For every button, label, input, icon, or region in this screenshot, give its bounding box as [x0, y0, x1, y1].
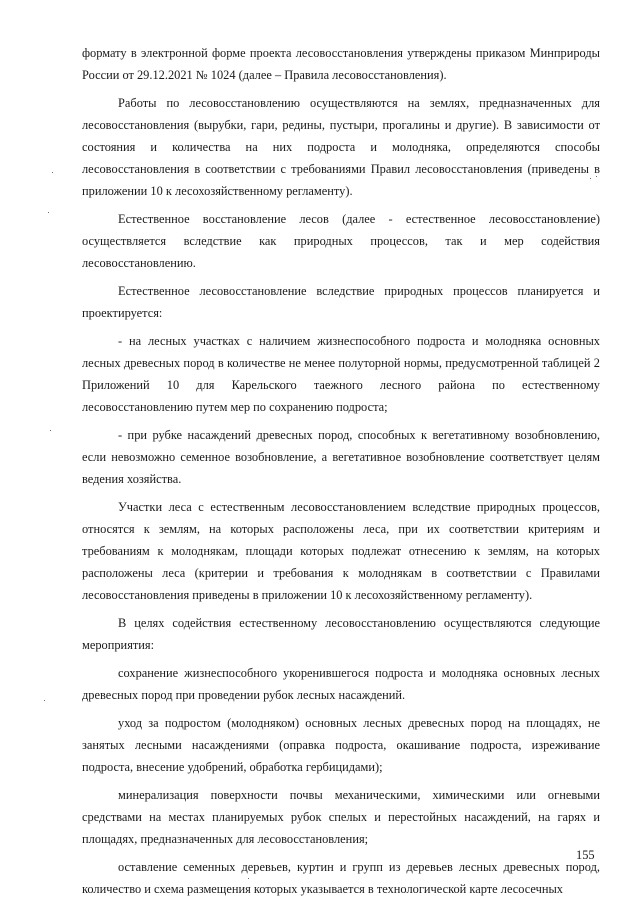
- scan-speck: [44, 700, 45, 701]
- paragraph-11-measure: минерализация поверхности почвы механическими, химическими или огневыми средствами на местах планируемых рубок спелых и перестойных насаждений, на гарях и площадях, предназначенных для лесовосстановления;: [82, 788, 600, 846]
- scan-speck: [248, 878, 249, 879]
- paragraph-4: Естественное лесовосстановление вследствие природных процессов планируется и проектируется:: [82, 284, 600, 320]
- paragraph-9-measure: сохранение жизнеспособного укоренившегося подроста и молодняка основных лесных древесных пород при проведении рубок лесных насаждений.: [82, 666, 600, 702]
- paragraph-8: В целях содействия естественному лесовосстановлению осуществляются следующие мероприятия:: [82, 616, 600, 652]
- paragraph-1: формату в электронной форме проекта лесовосстановления утверждены приказом Минприроды России от 29.12.2021 № 1024 (далее – Правила лесовосстановления).: [82, 46, 600, 82]
- paragraph-10-measure: уход за подростом (молодняком) основных лесных древесных пород на площадях, не занятых лесными насаждениями (оправка подроста, окашивание подроста, изреживание подроста, внесение удобрений, обработка гербицидами);: [82, 716, 600, 774]
- page-number: 155: [576, 848, 595, 862]
- scan-speck: [48, 212, 49, 213]
- paragraph-12-measure: оставление семенных деревьев, куртин и групп из деревьев лесных древесных пород, количество и схема размещения которых указывается в технологической карте лесосечных: [82, 860, 600, 896]
- paragraph-2: Работы по лесовосстановлению осуществляются на землях, предназначенных для лесовосстановления (вырубки, гари, редины, пустыри, прогалины и другие). В зависимости от состояния и количества на них подроста и молодняка, определяются способы лесовосстановления в соответствии с требованиями Правил лесовосстановления (приведены в приложении 10 к лесохозяйственному регламенту).: [82, 96, 600, 198]
- paragraph-6-list-item: - при рубке насаждений древесных пород, способных к вегетативному возобновлению, если невозможно семенное возобновление, а вегетативное возобновление соответствует целям ведения хозяйства.: [82, 428, 600, 486]
- paragraph-7: Участки леса с естественным лесовосстановлением вследствие природных процессов, относятся к землям, на которых расположены леса, при их соответствии критериям и требованиям к молоднякам, площади которых подлежат отнесению к землям, на которых расположены леса (критерии и требования к молоднякам в соответствии с Правилами лесовосстановления приведены в приложении 10 к лесохозяйственному регламенту).: [82, 500, 600, 602]
- paragraph-5-list-item: - на лесных участках с наличием жизнеспособного подроста и молодняка основных лесных древесных пород в количестве не менее полуторной нормы, предусмотренной таблицей 2 Приложений 10 для Карельского таежного лесного района по естественному лесовосстановлению путем мер по сохранению подроста;: [82, 334, 600, 414]
- scan-speck: [596, 176, 597, 177]
- scan-speck: [50, 430, 51, 431]
- body-text: [82, 42, 600, 906]
- scan-speck: [590, 178, 591, 179]
- paragraph-3: Естественное восстановление лесов (далее - естественное лесовосстановление) осуществляется вследствие как природных процессов, так и мер содействия лесовосстановлению.: [82, 212, 600, 270]
- scan-speck: [52, 172, 53, 173]
